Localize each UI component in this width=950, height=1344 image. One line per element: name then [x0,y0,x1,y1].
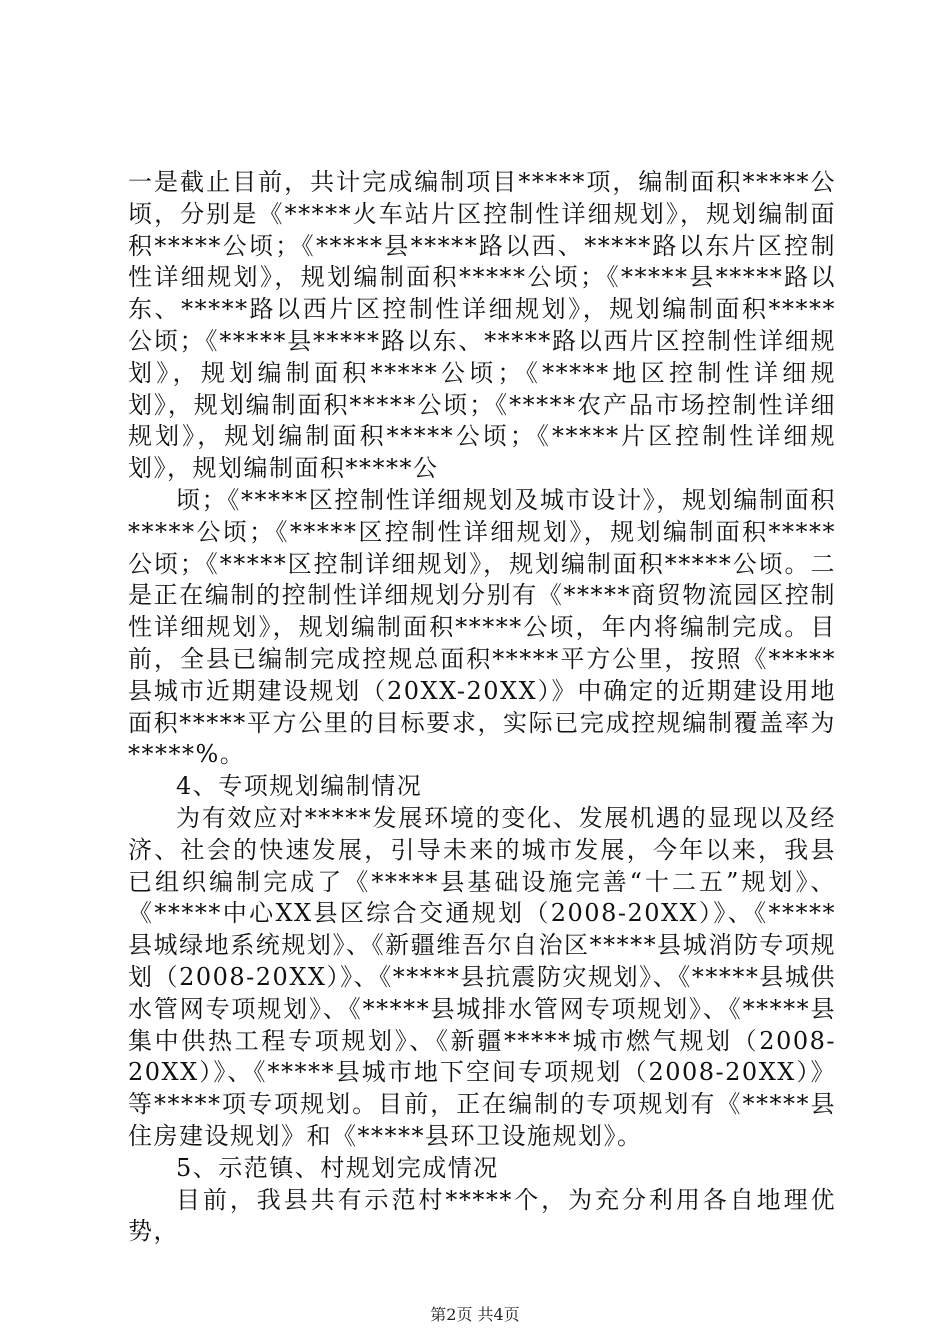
document-body [128,167,836,1248]
page-footer: 第2页 共4页 [430,1305,520,1324]
paragraph-planning-list: 一是截止目前，共计完成编制项目*****项，编制面积*****公顷，分别是《*****火车站片区控制性详细规划》，规划编制面积*****公顷；《*****县*****路以西、*****路以东片区控制性详细规划》，规划编制面积*****公顷；《*****县*****路以东、*****路以西片区控制性详细规划》，规划编制面积*****公顷；《*****县*****路以东、*****路以西片区控制性详细规划》，规划编制面积*****公顷；《*****地区控制性详细规划》，规划编制面积*****公顷；《*****农产品市场控制性详细规划》，规划编制面积*****公顷；《*****片区控制性详细规划》，规划编制面积*****公 [128,168,836,483]
paragraph-demo-villages: 目前，我县共有示范村*****个，为充分利用各自地理优势， [128,1185,836,1246]
paragraph-special-planning: 为有效应对*****发展环境的变化、发展机遇的显现以及经济、社会的快速发展，引导未来的城市发展，今年以来，我县已组织编制完成了《*****县基础设施完善“十二五”规划》、《*****中心XX县区综合交通规划（2008-20XX）》、《*****县城绿地系统规划》、《新疆维吾尔自治区*****县城消防专项规划（2008-20XX）》、《*****县抗震防灾规划》、《*****县城供水管网专项规划》、《*****县城排水管网专项规划》、《*****县集中供热工程专项规划》、《新疆*****城市燃气规划（2008-20XX）》、《*****县城市地下空间专项规划（2008-20XX）》等*****项专项规划。目前，正在编制的专项规划有《*****县住房建设规划》和《*****县环卫设施规划》。 [128,803,836,1150]
paragraph-planning-continued: 顷；《*****区控制性详细规划及城市设计》，规划编制面积*****公顷；《*****区控制性详细规划》，规划编制面积*****公顷；《*****区控制详细规划》，规划编制面积*****公顷。二是正在编制的控制性详细规划分别有《*****商贸物流园区控制性详细规划》，规划编制面积*****公顷，年内将编制完成。目前，全县已编制完成控规总面积*****平方公里，按照《*****县城市近期建设规划（20XX-20XX）》中确定的近期建设用地面积*****平方公里的目标要求，实际已完成控规编制覆盖率为*****%。 [128,485,836,769]
section-heading-demo-towns: 5、示范镇、村规划完成情况 [176,1153,499,1182]
section-heading-special-planning: 4、专项规划编制情况 [176,772,423,801]
